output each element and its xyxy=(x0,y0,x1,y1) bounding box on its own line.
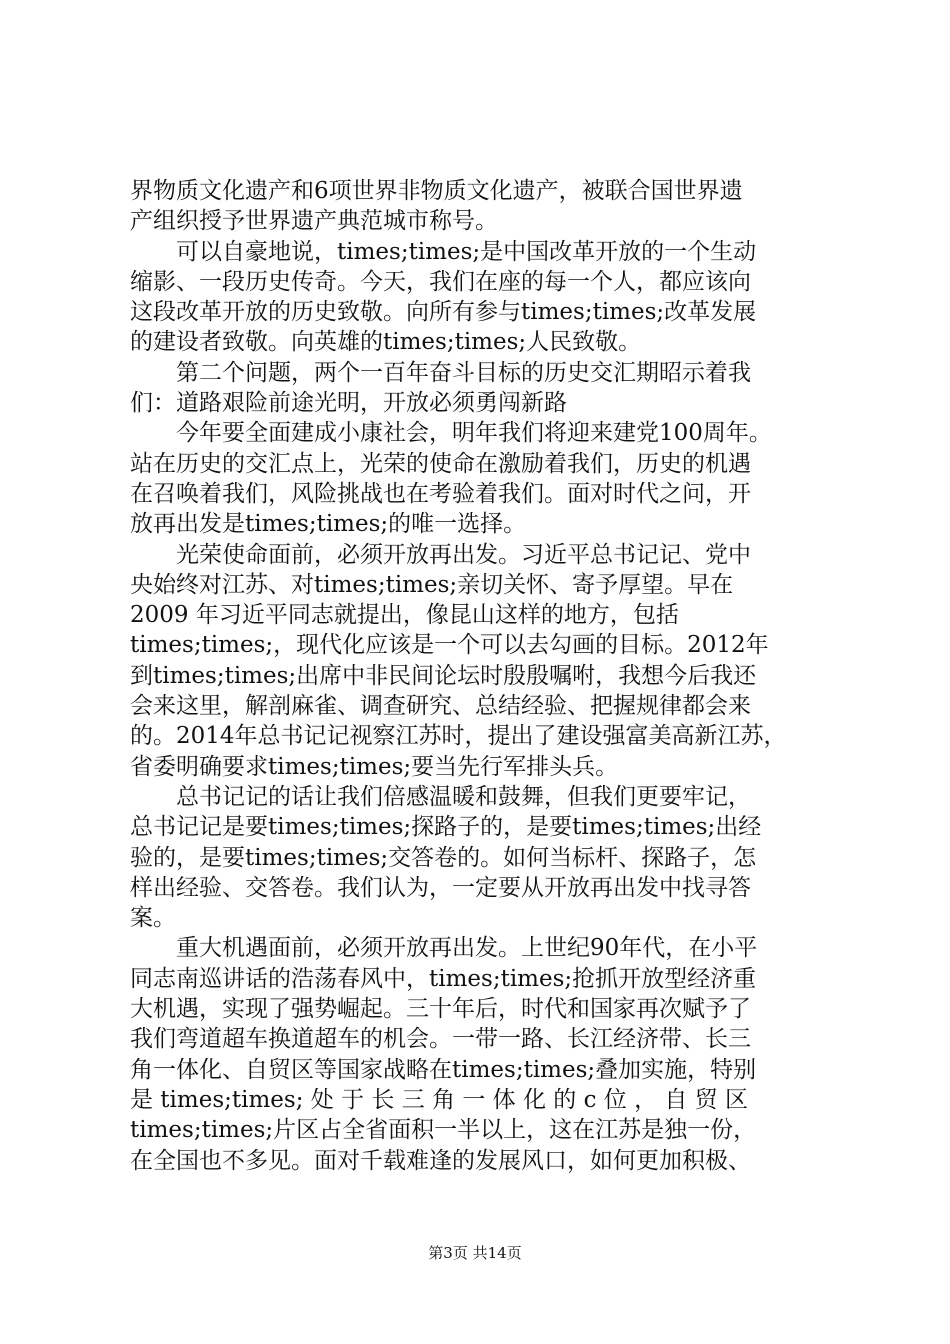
text-line: 光荣使命面前，必须开放再出发。习近平总书记记、党中 xyxy=(130,541,751,568)
text-line: 案。 xyxy=(130,905,176,932)
text-line: 我们弯道超车换道超车的机会。一带一路、长江经济带、长三 xyxy=(130,1026,751,1053)
text-line: 产组织授予世界遗产典范城市称号。 xyxy=(130,208,498,235)
text-line: 样出经验、交答卷。我们认为，一定要从开放再出发中找寻答 xyxy=(130,874,751,901)
text-line: 这段改革开放的历史致敬。向所有参与times;times;改革发展 xyxy=(130,299,757,326)
text-line: 的。2014年总书记记视察江苏时，提出了建设强富美高新江苏， xyxy=(130,723,787,750)
text-line: 是 times;times; 处 于 长 三 角 一 体 化 的 c 位 ， 自 贸 区 xyxy=(130,1086,749,1113)
text-line: 到times;times;出席中非民间论坛时殷殷嘱咐，我想今后我还 xyxy=(130,662,757,689)
text-line: 总书记记的话让我们倍感温暖和鼓舞，但我们更要牢记， xyxy=(130,783,751,810)
text-line: 放再出发是times;times;的唯一选择。 xyxy=(130,511,527,538)
text-line: 角一体化、自贸区等国家战略在times;times;叠加实施，特别 xyxy=(130,1056,757,1083)
text-line: 今年要全面建成小康社会，明年我们将迎来建党100周年。 xyxy=(130,420,772,447)
page-footer: 第3页 共14页 xyxy=(428,1244,522,1262)
text-line: 验的，是要times;times;交答卷的。如何当标杆、探路子，怎 xyxy=(130,844,757,871)
text-line: 可以自豪地说，times;times;是中国改革开放的一个生动 xyxy=(130,238,757,265)
text-line: 的建设者致敬。向英雄的times;times;人民致敬。 xyxy=(130,329,642,356)
text-line: 会来这里，解剖麻雀、调查研究、总结经验、把握规律都会来 xyxy=(130,693,751,720)
text-line: 央始终对江苏、对times;times;亲切关怀、寄予厚望。早在 xyxy=(130,571,734,598)
text-line: 缩影、一段历史传奇。今天，我们在座的每一个人，都应该向 xyxy=(130,268,751,295)
text-line: 省委明确要求times;times;要当先行军排头兵。 xyxy=(130,753,619,780)
text-line: 在全国也不多见。面对千载难逢的发展风口，如何更加积极、 xyxy=(130,1147,751,1174)
text-line: 第二个问题，两个一百年奋斗目标的历史交汇期昭示着我 xyxy=(130,359,751,386)
text-line: 们：道路艰险前途光明，开放必须勇闯新路 xyxy=(130,390,567,417)
body-text xyxy=(130,176,830,1176)
text-line: 界物质文化遗产和6项世界非物质文化遗产，被联合国世界遗 xyxy=(130,178,743,204)
text-line: times;times;，现代化应该是一个可以去勾画的目标。2012年 xyxy=(130,632,769,659)
text-line: 在召唤着我们，风险挑战也在考验着我们。面对时代之问，开 xyxy=(130,480,751,507)
text-line: 2009 年习近平同志就提出，像昆山这样的地方，包括 xyxy=(130,602,679,629)
text-line: 总书记记是要times;times;探路子的，是要times;times;出经 xyxy=(130,814,762,841)
text-line: 同志南巡讲话的浩荡春风中，times;times;抢抓开放型经济重 xyxy=(130,965,757,992)
text-line: 重大机遇面前，必须开放再出发。上世纪90年代，在小平 xyxy=(130,935,758,962)
text-line: times;times;片区占全省面积一半以上，这在江苏是独一份， xyxy=(130,1117,757,1144)
text-line: 站在历史的交汇点上，光荣的使命在激励着我们，历史的机遇 xyxy=(130,450,751,477)
text-line: 大机遇，实现了强势崛起。三十年后，时代和国家再次赋予了 xyxy=(130,996,751,1023)
